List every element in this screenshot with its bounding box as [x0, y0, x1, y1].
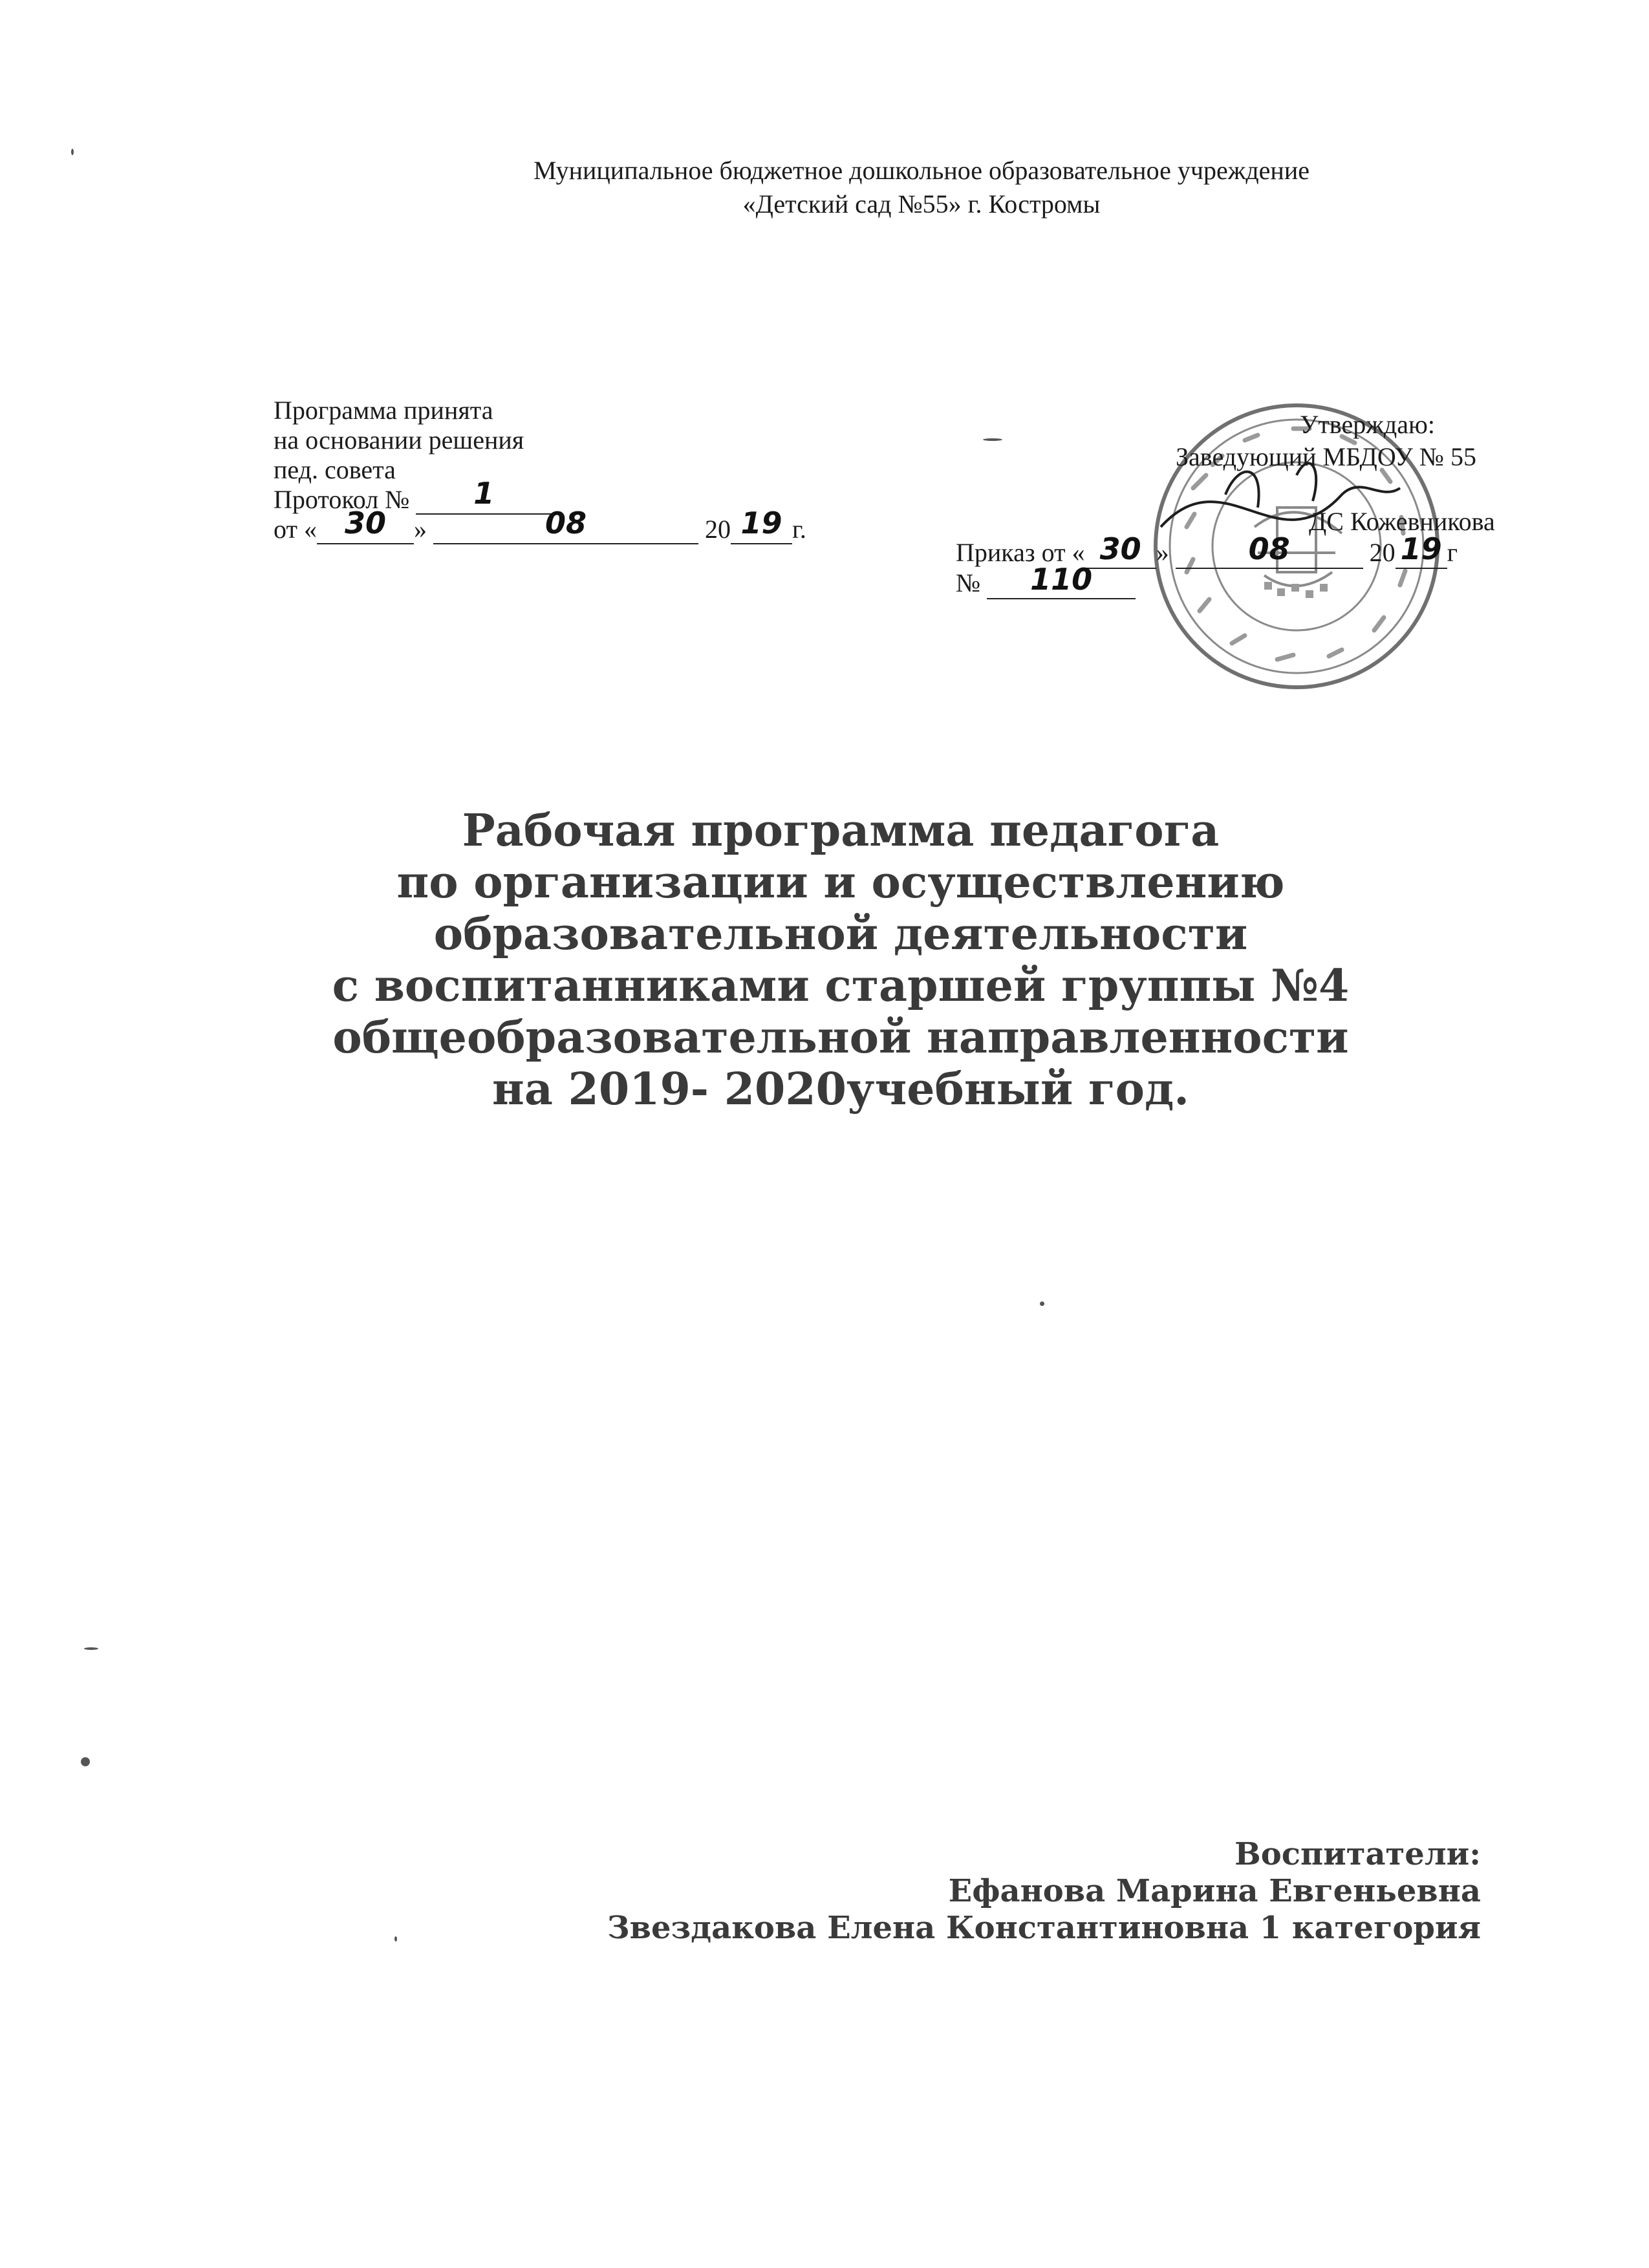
title-line-1: Рабочая программа педагога — [462, 805, 1220, 857]
order-number-line — [956, 562, 1136, 599]
authors-block — [607, 1836, 1481, 1947]
title-line-6: на 2019- 2020учебный год. — [492, 1064, 1189, 1115]
author-2: Звездакова Елена Константиновна 1 категория — [607, 1910, 1481, 1946]
day-blank — [317, 506, 414, 544]
order-year-blank — [1396, 531, 1447, 569]
author-1: Ефанова Марина Евгеньевна — [948, 1873, 1481, 1909]
protocol-month: 08 — [544, 506, 587, 540]
document-title — [259, 805, 1423, 1115]
institution-short-name: «Детский сад №55» г. Костромы — [742, 189, 1101, 219]
title-line-2: по организации и осуществлению — [396, 857, 1285, 908]
day-close: » — [413, 515, 427, 544]
year-blank — [731, 506, 792, 544]
order-day-blank — [1085, 531, 1156, 569]
order-year-prefix: 20 — [1369, 538, 1396, 567]
institution-name: Муниципальное бюджетное дошкольное образовательное учреждение — [534, 156, 1310, 185]
protocol-number-blank — [416, 476, 552, 515]
date-prefix: от « — [274, 515, 317, 544]
year-unit: г. — [792, 515, 806, 544]
approval-heading: Утверждаю: — [1300, 410, 1435, 439]
protocol-date-line — [274, 506, 856, 544]
approver-name: ДС Кожевникова — [1309, 507, 1495, 536]
protocol-year: 19 — [740, 506, 782, 540]
order-month: 08 — [1248, 531, 1290, 566]
order-number-label: № — [956, 568, 981, 597]
acceptance-line-3: пед. совета — [274, 455, 396, 484]
order-month-blank — [1176, 531, 1363, 569]
scan-speck — [983, 438, 1002, 441]
order-year-unit: г — [1447, 538, 1458, 567]
protocol-day: 30 — [344, 506, 386, 540]
scan-speck — [84, 1647, 98, 1650]
scan-speck — [1040, 1301, 1044, 1306]
month-blank — [433, 506, 698, 544]
order-day: 30 — [1099, 531, 1141, 566]
title-line-5: общеобразовательной направленности — [332, 1012, 1349, 1064]
year-prefix: 20 — [704, 515, 731, 544]
approver-position: Заведующий МБДОУ № 55 — [1176, 442, 1476, 471]
institution-header — [0, 154, 1649, 221]
order-year: 19 — [1400, 531, 1442, 566]
protocol-label: Протокол № — [274, 485, 410, 514]
order-number-blank — [987, 562, 1136, 599]
scan-speck — [71, 149, 74, 155]
scan-speck — [81, 1757, 90, 1766]
title-line-3: образовательной деятельности — [433, 908, 1248, 960]
acceptance-line-2: на основании решения — [274, 425, 524, 455]
acceptance-block — [274, 396, 856, 544]
protocol-number: 1 — [473, 476, 495, 511]
order-day-close: » — [1156, 538, 1169, 567]
order-prefix: Приказ от « — [956, 538, 1085, 567]
title-line-4: с воспитанниками старшей группы №4 — [332, 960, 1350, 1012]
scan-speck — [394, 1936, 397, 1942]
acceptance-line-1: Программа принята — [274, 396, 493, 425]
authors-heading: Воспитатели: — [1234, 1836, 1481, 1872]
order-number: 110 — [1030, 562, 1093, 597]
